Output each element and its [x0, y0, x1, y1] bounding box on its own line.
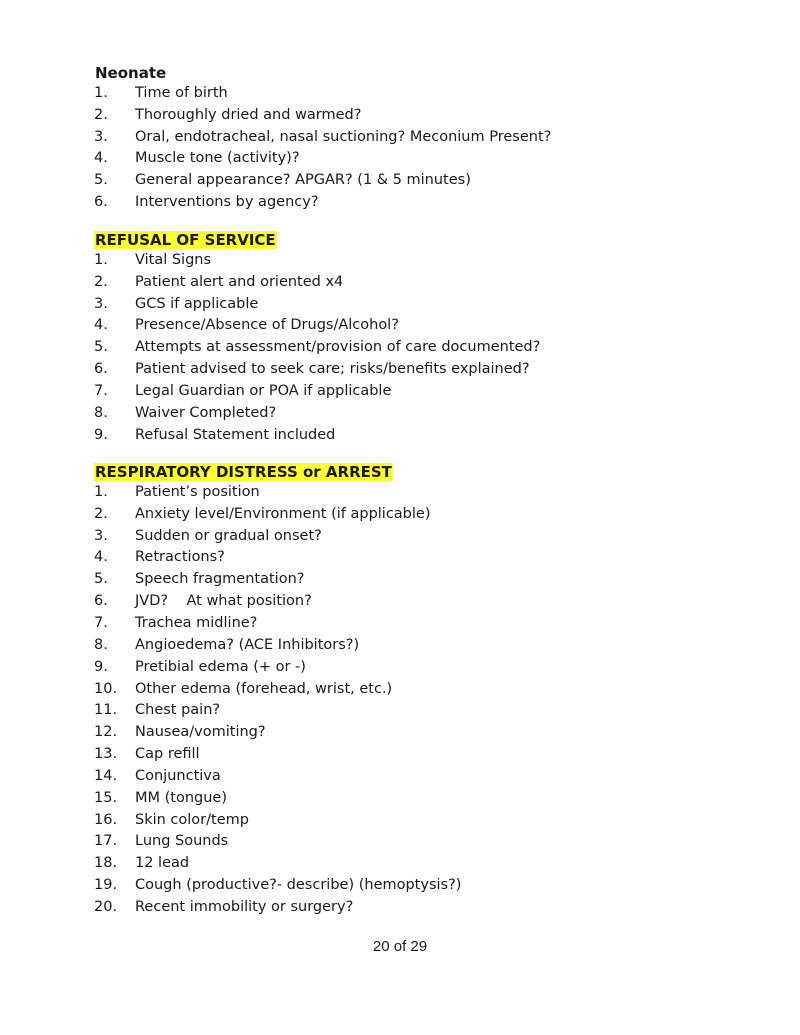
item-number: 4. — [94, 317, 108, 334]
item-number: 6. — [94, 593, 108, 610]
item-number: 1. — [94, 84, 108, 101]
item-text: Patient advised to seek care; risks/benefits explained? — [135, 361, 530, 378]
item-text: Nausea/vomiting? — [135, 724, 266, 741]
item-number: 1. — [94, 251, 108, 268]
list-item — [94, 126, 551, 148]
item-number: 13. — [94, 746, 118, 763]
item-number: 4. — [94, 150, 108, 167]
list-item — [94, 249, 540, 271]
item-text: Lung Sounds — [135, 833, 229, 850]
item-number: 9. — [94, 426, 108, 443]
item-number: 5. — [94, 172, 108, 189]
item-text: Cough (productive?- describe) (hemoptysis?) — [135, 877, 462, 894]
item-number: 16. — [94, 811, 118, 828]
list-item — [94, 315, 540, 337]
item-text: Patient’s position — [135, 483, 260, 500]
item-text: Patient alert and oriented x4 — [135, 273, 344, 290]
list-item — [94, 612, 461, 634]
section-respiratory-distress — [94, 462, 461, 918]
item-text: Recent immobility or surgery? — [135, 898, 354, 915]
section-heading: RESPIRATORY DISTRESS or ARREST — [95, 463, 392, 481]
list-item — [94, 191, 551, 213]
item-number: 3. — [94, 295, 108, 312]
list-item — [94, 590, 461, 612]
item-text: JVD? At what position? — [135, 593, 312, 610]
item-text: General appearance? APGAR? (1 & 5 minutes) — [135, 172, 471, 189]
item-text: GCS if applicable — [135, 295, 259, 312]
item-number: 8. — [94, 636, 108, 653]
item-text: Muscle tone (activity)? — [135, 150, 300, 167]
item-text: Conjunctiva — [135, 767, 221, 784]
item-number: 5. — [94, 339, 108, 356]
list-item — [94, 896, 461, 918]
list-item — [94, 809, 461, 831]
item-number: 12. — [94, 724, 118, 741]
item-number: 2. — [94, 106, 108, 123]
item-text: Oral, endotracheal, nasal suctioning? Meconium Present? — [135, 128, 552, 145]
item-number: 17. — [94, 833, 118, 850]
item-number: 14. — [94, 767, 118, 784]
list-item — [94, 678, 461, 700]
item-number: 18. — [94, 855, 118, 872]
list-item — [94, 104, 551, 126]
list-item — [94, 743, 461, 765]
item-text: Vital Signs — [135, 251, 212, 268]
list-item — [94, 82, 551, 104]
list-item — [94, 293, 540, 315]
item-text: Cap refill — [135, 746, 200, 763]
item-text: MM (tongue) — [135, 789, 228, 806]
item-number: 7. — [94, 614, 108, 631]
item-number: 20. — [94, 898, 118, 915]
item-text: Retractions? — [135, 549, 225, 566]
list-item — [94, 831, 461, 853]
list-item — [94, 874, 461, 896]
item-number: 3. — [94, 128, 108, 145]
item-number: 11. — [94, 702, 118, 719]
section-refusal-of-service — [94, 230, 540, 446]
list-item — [94, 336, 540, 358]
item-number: 10. — [94, 680, 118, 697]
section-neonate — [94, 63, 551, 213]
item-number: 2. — [94, 273, 108, 290]
checklist — [94, 481, 461, 918]
item-text: Sudden or gradual onset? — [135, 527, 322, 544]
list-item — [94, 547, 461, 569]
list-item — [94, 169, 551, 191]
checklist — [94, 249, 540, 446]
list-item — [94, 380, 540, 402]
item-number: 5. — [94, 571, 108, 588]
list-item — [94, 424, 540, 446]
list-item — [94, 271, 540, 293]
item-text: Refusal Statement included — [135, 426, 336, 443]
item-number: 6. — [94, 361, 108, 378]
item-number: 2. — [94, 505, 108, 522]
list-item — [94, 503, 461, 525]
item-text: 12 lead — [135, 855, 190, 872]
section-heading: REFUSAL OF SERVICE — [95, 231, 276, 249]
item-number: 3. — [94, 527, 108, 544]
section-heading: Neonate — [95, 64, 167, 82]
list-item — [94, 852, 461, 874]
list-item — [94, 358, 540, 380]
item-text: Chest pain? — [135, 702, 221, 719]
item-text: Pretibial edema (+ or -) — [135, 658, 306, 675]
item-text: Legal Guardian or POA if applicable — [135, 382, 392, 399]
list-item — [94, 568, 461, 590]
item-text: Skin color/temp — [135, 811, 249, 828]
list-item — [94, 148, 551, 170]
item-text: Time of birth — [135, 84, 228, 101]
item-text: Angioedema? (ACE Inhibitors?) — [135, 636, 360, 653]
checklist — [94, 82, 551, 213]
item-number: 15. — [94, 789, 118, 806]
list-item — [94, 525, 461, 547]
list-item — [94, 481, 461, 503]
list-item — [94, 699, 461, 721]
item-number: 9. — [94, 658, 108, 675]
item-text: Speech fragmentation? — [135, 571, 305, 588]
list-item — [94, 656, 461, 678]
list-item — [94, 721, 461, 743]
item-number: 8. — [94, 404, 108, 421]
item-number: 4. — [94, 549, 108, 566]
item-text: Thoroughly dried and warmed? — [135, 106, 362, 123]
item-text: Attempts at assessment/provision of care documented? — [135, 339, 541, 356]
item-number: 19. — [94, 877, 118, 894]
list-item — [94, 402, 540, 424]
item-text: Interventions by agency? — [135, 194, 319, 211]
item-text: Trachea midline? — [135, 614, 258, 631]
item-text: Anxiety level/Environment (if applicable) — [135, 505, 431, 522]
item-text: Waiver Completed? — [135, 404, 277, 421]
list-item — [94, 787, 461, 809]
list-item — [94, 765, 461, 787]
item-number: 6. — [94, 194, 108, 211]
item-text: Presence/Absence of Drugs/Alcohol? — [135, 317, 399, 334]
item-number: 7. — [94, 382, 108, 399]
page-number: 20 of 29 — [372, 938, 428, 955]
list-item — [94, 634, 461, 656]
item-text: Other edema (forehead, wrist, etc.) — [135, 680, 393, 697]
item-number: 1. — [94, 483, 108, 500]
